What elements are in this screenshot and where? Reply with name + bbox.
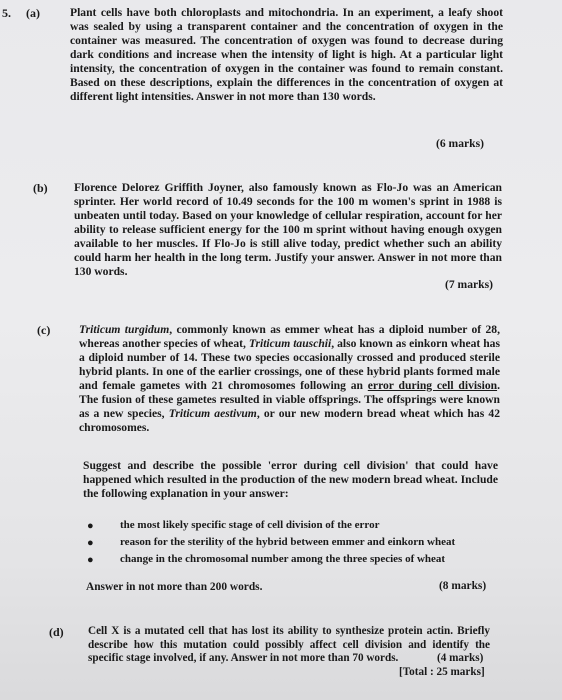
bullet-icon: ● <box>87 537 94 549</box>
question-number: 5. <box>2 6 11 20</box>
part-c-marks: (8 marks) <box>439 580 487 592</box>
bullet-item: ● change in the chromosomal number among the three species of wheat <box>120 551 455 568</box>
part-d-text: Cell X is a mutated cell that has lost its ability to synthesize protein actin. Briefly describe how this mutation could possibly affect cell division and identify the specific stage involved, if any. Answer in not more than 70 words. <box>88 625 490 664</box>
underlined-error-phrase: error during cell division <box>367 379 498 392</box>
part-d-label: (d) <box>49 625 64 639</box>
bullet-item: ● the most likely specific stage of cell division of the error <box>120 517 455 534</box>
part-c-text-3: . The fusion of these gametes resulted in viable offsprings. The offsprings were known as a new species, <box>79 379 500 420</box>
species-einkorn: Triticum tauschii <box>248 337 332 350</box>
part-b-text: Florence Delorez Griffith Joyner, also famously known as Flo-Jo was an American sprinter. Her world record of 10.49 seconds for the 100 m women's sprint in 1988 is unbeaten until today. Based on your knowledge of cellular respiration, account for her ability to release sufficient energy for the 100 m sprint without having enough oxygen available to her muscles. If Flo-Jo is still alive today, predict whether such an ability could harm her health in the long term. Justify your answer. Answer in not more than 130 words. <box>74 181 502 278</box>
part-a-label: (a) <box>26 6 40 20</box>
part-c-bullet-list <box>87 517 456 568</box>
part-d-marks: (4 marks) <box>437 652 484 664</box>
part-c-text-2: , also known as einkorn wheat has a diploid number of 14. These two species occasionally crossed and produced sterile hybrid plants. In one of the earlier crossings, one of these hybrid plants formed male and female gametes with 21 chromosomes following an <box>79 337 500 392</box>
species-aestivum: Triticum aestivum <box>168 407 257 420</box>
part-a-text: Plant cells have both chloroplasts and mitochondria. In an experiment, a leafy shoot was sealed by using a transparent container and the concentration of oxygen in the container was measured. The concentration of oxygen was found to decrease during dark conditions and increase when the intensity of light is high. At a particular light intensity, the concentration of oxygen in the container was found to remain constant. Based on these descriptions, explain the differences in the concentration of oxygen at different light intensities. Answer in not more than 130 words. <box>70 6 503 103</box>
bullet-item: ● reason for the sterility of the hybrid between emmer and einkorn wheat <box>120 534 455 551</box>
bullet-icon: ● <box>87 554 94 566</box>
part-b-marks: (7 marks) <box>445 278 493 291</box>
part-c-paragraph <box>79 323 500 435</box>
bullet-icon: ● <box>87 520 94 532</box>
part-a-marks: (6 marks) <box>436 137 484 150</box>
part-c-instruction: Suggest and describe the possible 'error during cell division' that could have happened which resulted in the production of the new modern bread wheat. Include the following explanation in your answer: <box>83 459 498 500</box>
part-c-text-1: , commonly known as emmer wheat has a diploid number of 28, whereas another species of wheat, <box>79 323 500 350</box>
total-marks: [Total : 25 marks] <box>399 666 485 678</box>
part-c-word-limit: Answer in not more than 200 words. <box>86 581 263 593</box>
part-c-label: (c) <box>37 323 51 337</box>
part-b-label: (b) <box>33 181 48 195</box>
species-emmer: Triticum turgidum <box>79 323 170 336</box>
part-c-text-4: , or our new modern bread wheat which has 42 chromosomes. <box>79 407 500 434</box>
